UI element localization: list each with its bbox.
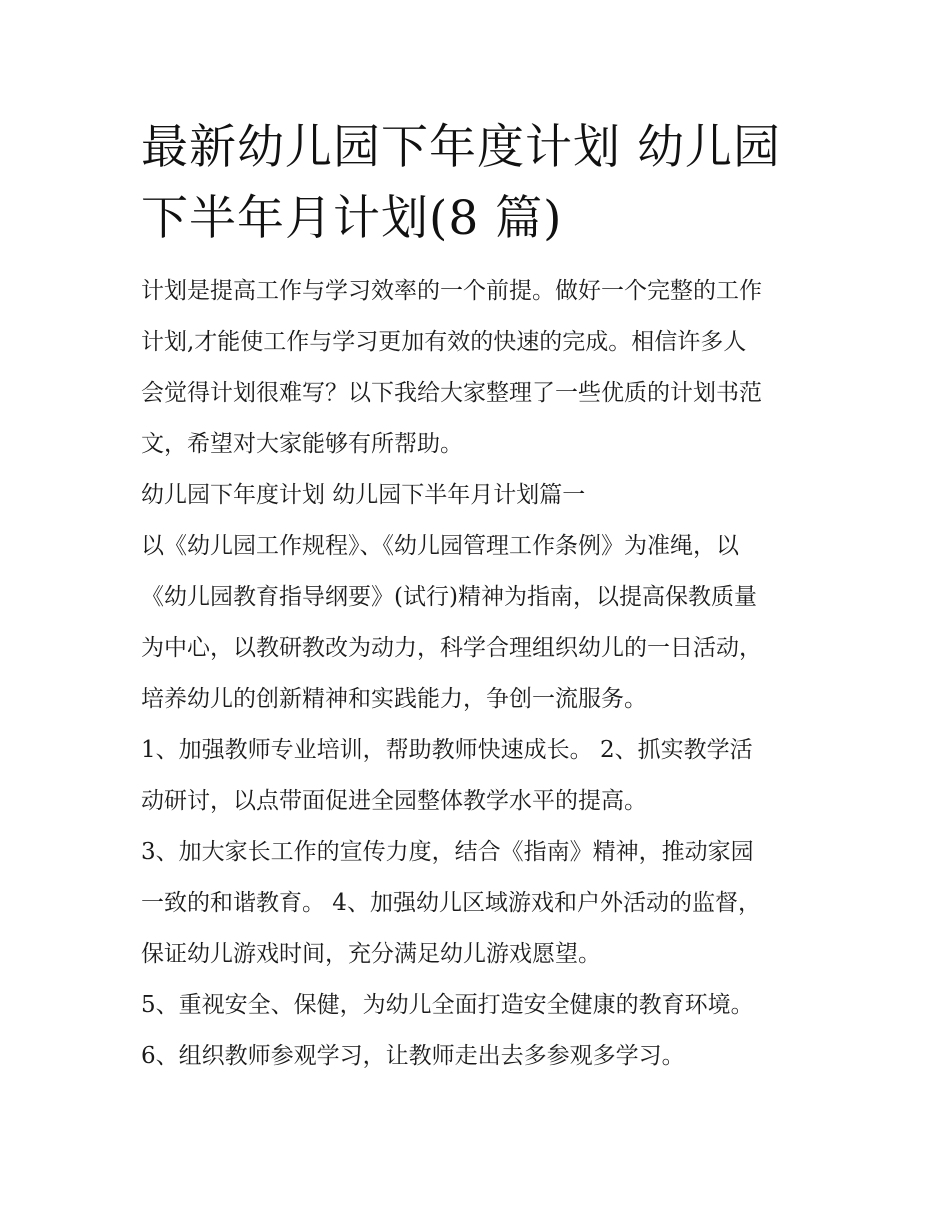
title-line: 下半年月计划(8 篇) — [141, 191, 563, 246]
text-line: 会觉得计划很难写？以下我给大家整理了一些优质的计划书范 — [141, 380, 762, 406]
document-title — [141, 112, 821, 254]
title-line: 最新幼儿园下年度计划 幼儿园 — [141, 120, 781, 175]
text-line: 3、加大家长工作的宣传力度，结合《指南》精神，推动家园 — [141, 839, 754, 865]
section-heading — [141, 470, 821, 521]
list-item-1-2 — [141, 725, 821, 827]
document-page — [141, 112, 821, 1082]
text-line: 动研讨，以点带面促进全园整体教学水平的提高。 — [141, 788, 647, 814]
text-line: 《幼儿园教育指导纲要》(试行)精神为指南，以提高保教质量 — [141, 584, 757, 610]
document-body — [141, 266, 821, 1082]
text-line: 以《幼儿园工作规程》、《幼儿园管理工作条例》为准绳，以 — [141, 533, 739, 559]
text-line: 一致的和谐教育。 4、加强幼儿区域游戏和户外活动的监督， — [141, 890, 761, 916]
intro-paragraph — [141, 266, 821, 470]
guideline-paragraph — [141, 521, 821, 725]
text-line: 培养幼儿的创新精神和实践能力，争创一流服务。 — [141, 686, 647, 712]
list-item-5 — [141, 980, 821, 1031]
text-line: 1、加强教师专业培训，帮助教师快速成长。 2、抓实教学活 — [141, 737, 753, 763]
text-line: 为中心，以教研教改为动力，科学合理组织幼儿的一日活动， — [141, 635, 762, 661]
text-line: 文，希望对大家能够有所帮助。 — [141, 431, 463, 457]
text-line: 计划,才能使工作与学习更加有效的快速的完成。相信许多人 — [141, 329, 747, 355]
list-item-6 — [141, 1031, 821, 1082]
list-item-3-4 — [141, 827, 821, 980]
text-line: 6、组织教师参观学习，让教师走出去多参观多学习。 — [141, 1043, 685, 1069]
text-line: 计划是提高工作与学习效率的一个前提。做好一个完整的工作 — [141, 278, 762, 304]
text-line: 5、重视安全、保健，为幼儿全面打造安全健康的教育环境。 — [141, 992, 754, 1018]
text-line: 保证幼儿游戏时间，充分满足幼儿游戏愿望。 — [141, 941, 601, 967]
text-line: 幼儿园下年度计划 幼儿园下半年月计划篇一 — [141, 482, 586, 508]
